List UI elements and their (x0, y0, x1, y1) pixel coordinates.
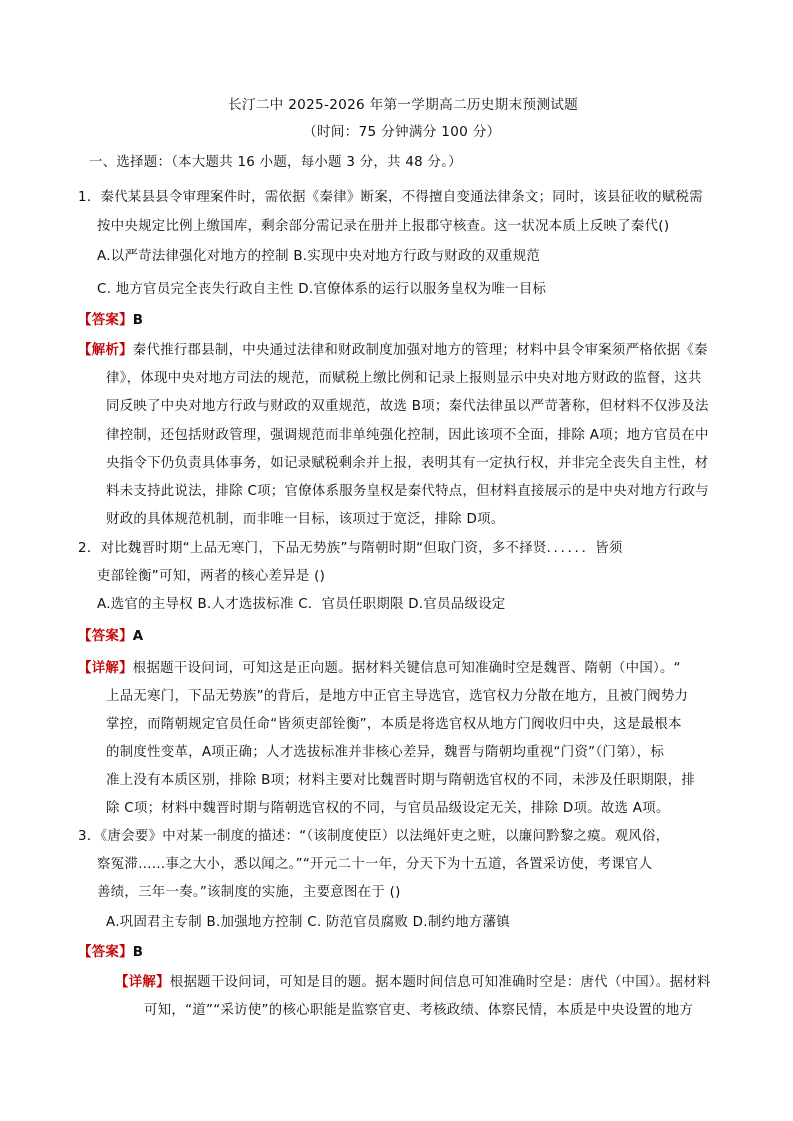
q1-analysis-line-3: 同反映了中央对地方行政与财政的双重规范，故选 B项；秦代法律虽以严苛著称，但材料不仅涉及法 (106, 399, 709, 414)
analysis-tag: 【解析】 (78, 343, 133, 358)
q2-detail-line-3: 掌控，而隋朝规定官员任命“皆须吏部铨衡”，本质是将选官权从地方门阀收归中央，这是最根本 (106, 717, 682, 732)
q2-detail-line-4: 的制度性变革，A项正确；人才选拔标准并非核心差异，魏晋与隋朝均重视“门资”（门第），标 (106, 745, 665, 760)
q1-analysis-line-6: 料未支持此说法，排除 C项；官僚体系服务皇权是秦代特点，但材料直接展示的是中央对地方行政与 (106, 484, 709, 499)
answer-value: B (132, 945, 144, 960)
page-subtitle: （时间：75 分钟满分 100 分） (303, 124, 501, 140)
section-heading: 一、选择题：（本大题共 16 小题，每小题 3 分，共 48 分。） (89, 155, 462, 170)
q2-detail-line-2: 上品无寒门，下品无势族”的背后，是地方中正官主导选官，选官权力分散在地方，且被门阀势力 (106, 689, 689, 704)
q3-detail-line-2: 可知，“道”“采访使”的核心职能是监察官吏、考核政绩、体察民情，本质是中央设置的地方 (144, 1003, 694, 1018)
q1-analysis-line-5: 央指令下仍负责具体事务，如记录赋税剩余并上报，表明其有一定执行权，并非完全丧失自主性，材 (106, 456, 709, 471)
q2-detail-line-6: 除 C项；材料中魏晋时期与隋朝选官权的不同，与官员品级设定无关，排除 D项。故选 A项。 (106, 801, 670, 816)
q1-stem-line-1: 1．秦代某县县令审理案件时，需依据《秦律》断案，不得擅自变通法律条文；同时，该县征收的赋税需 (78, 190, 703, 205)
q1-stem-line-2: 按中央规定比例上缴国库，剩余部分需记录在册并上报郡守核查。这一状况本质上反映了秦代() (97, 219, 670, 234)
q1-analysis-line-1: 【解析】秦代推行郡县制，中央通过法律和财政制度加强对地方的管理；材料中县令审案须严格依据《秦 (78, 343, 708, 358)
q2-detail-line-1: 【详解】根据题干设问词，可知这是正向题。据材料关键信息可知准确时空是魏晋、隋朝（中国）。“ (78, 661, 681, 676)
q2-options: A.选官的主导权 B.人才选拔标准 C．官员任职期限 D.官员品级设定 (97, 597, 506, 612)
q2-stem-line-2: 吏部铨衡”可知，两者的核心差异是 () (97, 569, 326, 584)
answer-tag: 【答案】 (78, 629, 133, 644)
q3-answer (78, 944, 143, 962)
q3-stem-line-2: 察冤滞……事之大小，悉以闻之。”“开元二十一年，分天下为十五道，各置采访使，考课官人 (97, 857, 653, 872)
answer-tag: 【答案】 (78, 313, 133, 328)
q1-answer (78, 312, 143, 330)
q3-stem-line-3: 善绩，三年一奏。”该制度的实施，主要意图在于 () (97, 885, 401, 900)
page-title: 长汀二中 2025-2026 年第一学期高二历史期末预测试题 (228, 97, 579, 113)
detail-tag: 【详解】 (115, 975, 170, 990)
q1-options-cd: C. 地方官员完全丧失行政自主性 D.官僚体系的运行以服务皇权为唯一目标 (97, 282, 547, 297)
q1-analysis-line-2: 律》，体现中央对地方司法的规范，而赋税上缴比例和记录上报则显示中央对地方财政的监督，这共 (106, 371, 702, 386)
q3-options: A.巩固君主专制 B.加强地方控制 C. 防范官员腐败 D.制约地方藩镇 (106, 915, 510, 930)
q2-answer (78, 628, 143, 646)
q1-analysis-line-7: 财政的具体规范机制，而非唯一目标，该项过于宽泛，排除 D项。 (106, 512, 505, 527)
answer-tag: 【答案】 (78, 945, 133, 960)
q3-stem-line-1: 3．《唐会要》中对某一制度的描述：“（该制度使臣）以法绳奸吏之赃，以廉问黔黎之瘼。观风俗， (78, 829, 670, 844)
q3-detail-line-1: 【详解】根据题干设问词，可知是目的题。据本题时间信息可知准确时空是：唐代（中国）。据材料 (115, 975, 711, 990)
q1-analysis-line-4: 律控制，还包括财政管理，强调规范而非单纯强化控制，因此该项不全面，排除 A项；地方官员在中 (106, 428, 709, 443)
answer-value: A (132, 629, 144, 644)
detail-tag: 【详解】 (78, 661, 133, 676)
q1-options-ab: A.以严苛法律强化对地方的控制 B.实现中央对地方行政与财政的双重规范 (97, 249, 541, 264)
q2-stem-line-1: 2．对比魏晋时期“上品无寒门，下品无势族”与隋朝时期“但取门资，多不择贤．．．．．．皆须 (78, 541, 623, 556)
q2-detail-line-5: 准上没有本质区别，排除 B项；材料主要对比魏晋时期与隋朝选官权的不同，未涉及任职期限，排 (106, 773, 696, 788)
answer-value: B (132, 313, 144, 328)
